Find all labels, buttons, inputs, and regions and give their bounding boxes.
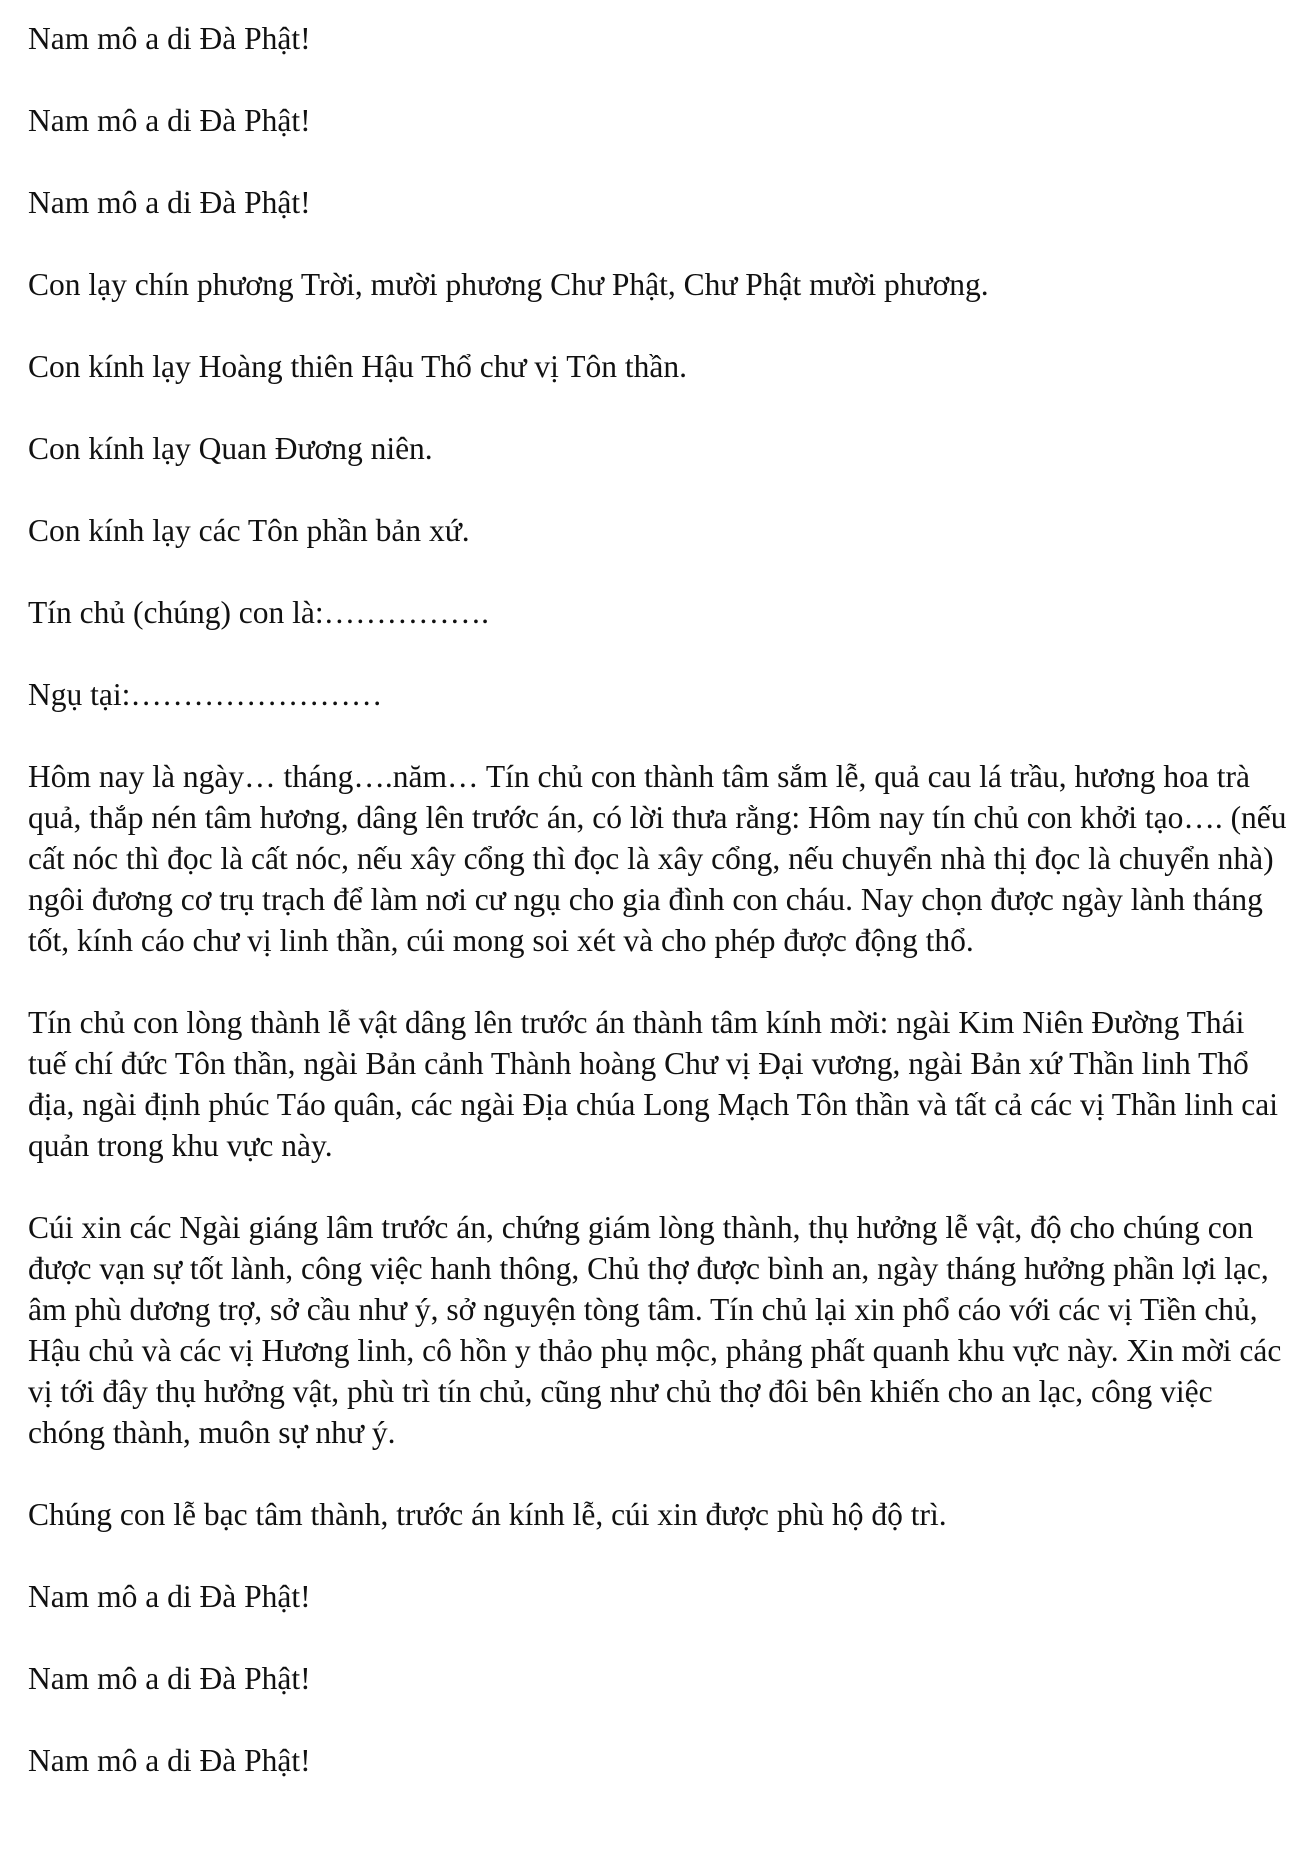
body-paragraph-3: Cúi xin các Ngài giáng lâm trước án, chứng giám lòng thành, thụ hưởng lễ vật, độ cho chúng con được vạn sự tốt lành, công việc hanh thông, Chủ thợ được bình an, ngày tháng hưởng phần lợi lạc, âm phù dương trợ, sở cầu như ý, sở nguyện tòng tâm. Tín chủ lại xin phổ cáo với các vị Tiền chủ, Hậu chủ và các vị Hương linh, cô hồn y thảo phụ mộc, phảng phất quanh khu vực này. Xin mời các vị tới đây thụ hưởng vật, phù trì tín chủ, cũng như chủ thợ đôi bên khiến cho an lạc, công việc chóng thành, muôn sự như ý.	[28, 1210, 1282, 1450]
prayer-document	[28, 18, 1290, 1781]
salutation-3: Con kính lạy Quan Đương niên.	[28, 431, 433, 466]
petitioner-line: Tín chủ (chúng) con là:…………….	[28, 595, 490, 630]
opening-invocation-2: Nam mô a di Đà Phật!	[28, 103, 311, 138]
salutation-4: Con kính lạy các Tôn phần bản xứ.	[28, 513, 470, 548]
closing-invocation-1: Nam mô a di Đà Phật!	[28, 1579, 311, 1614]
body-paragraph-1: Hôm nay là ngày… tháng….năm… Tín chủ con thành tâm sắm lễ, quả cau lá trầu, hương hoa trà quả, thắp nén tâm hương, dâng lên trước án, có lời thưa rằng: Hôm nay tín chủ con khởi tạo…. (nếu cất nóc thì đọc là cất nóc, nếu xây cổng thì đọc là xây cổng, nếu chuyển nhà thị đọc là chuyển nhà) ngôi đương cơ trụ trạch để làm nơi cư ngụ cho gia đình con cháu. Nay chọn được ngày lành tháng tốt, kính cáo chư vị linh thần, cúi mong soi xét và cho phép được động thổ.	[28, 759, 1287, 958]
opening-invocation-3: Nam mô a di Đà Phật!	[28, 185, 311, 220]
body-paragraph-4: Chúng con lễ bạc tâm thành, trước án kính lễ, cúi xin được phù hộ độ trì.	[28, 1497, 947, 1532]
salutation-1: Con lạy chín phương Trời, mười phương Chư Phật, Chư Phật mười phương.	[28, 267, 989, 302]
body-paragraph-2: Tín chủ con lòng thành lễ vật dâng lên trước án thành tâm kính mời: ngài Kim Niên Đường Thái tuế chí đức Tôn thần, ngài Bản cảnh Thành hoàng Chư vị Đại vương, ngài Bản xứ Thần linh Thổ địa, ngài định phúc Táo quân, các ngài Địa chúa Long Mạch Tôn thần và tất cả các vị Thần linh cai quản trong khu vực này.	[28, 1005, 1278, 1163]
closing-invocation-3: Nam mô a di Đà Phật!	[28, 1743, 311, 1778]
salutation-2: Con kính lạy Hoàng thiên Hậu Thổ chư vị Tôn thần.	[28, 349, 687, 384]
opening-invocation-1: Nam mô a di Đà Phật!	[28, 21, 311, 56]
closing-invocation-2: Nam mô a di Đà Phật!	[28, 1661, 311, 1696]
residence-line: Ngụ tại:……………………	[28, 677, 383, 712]
